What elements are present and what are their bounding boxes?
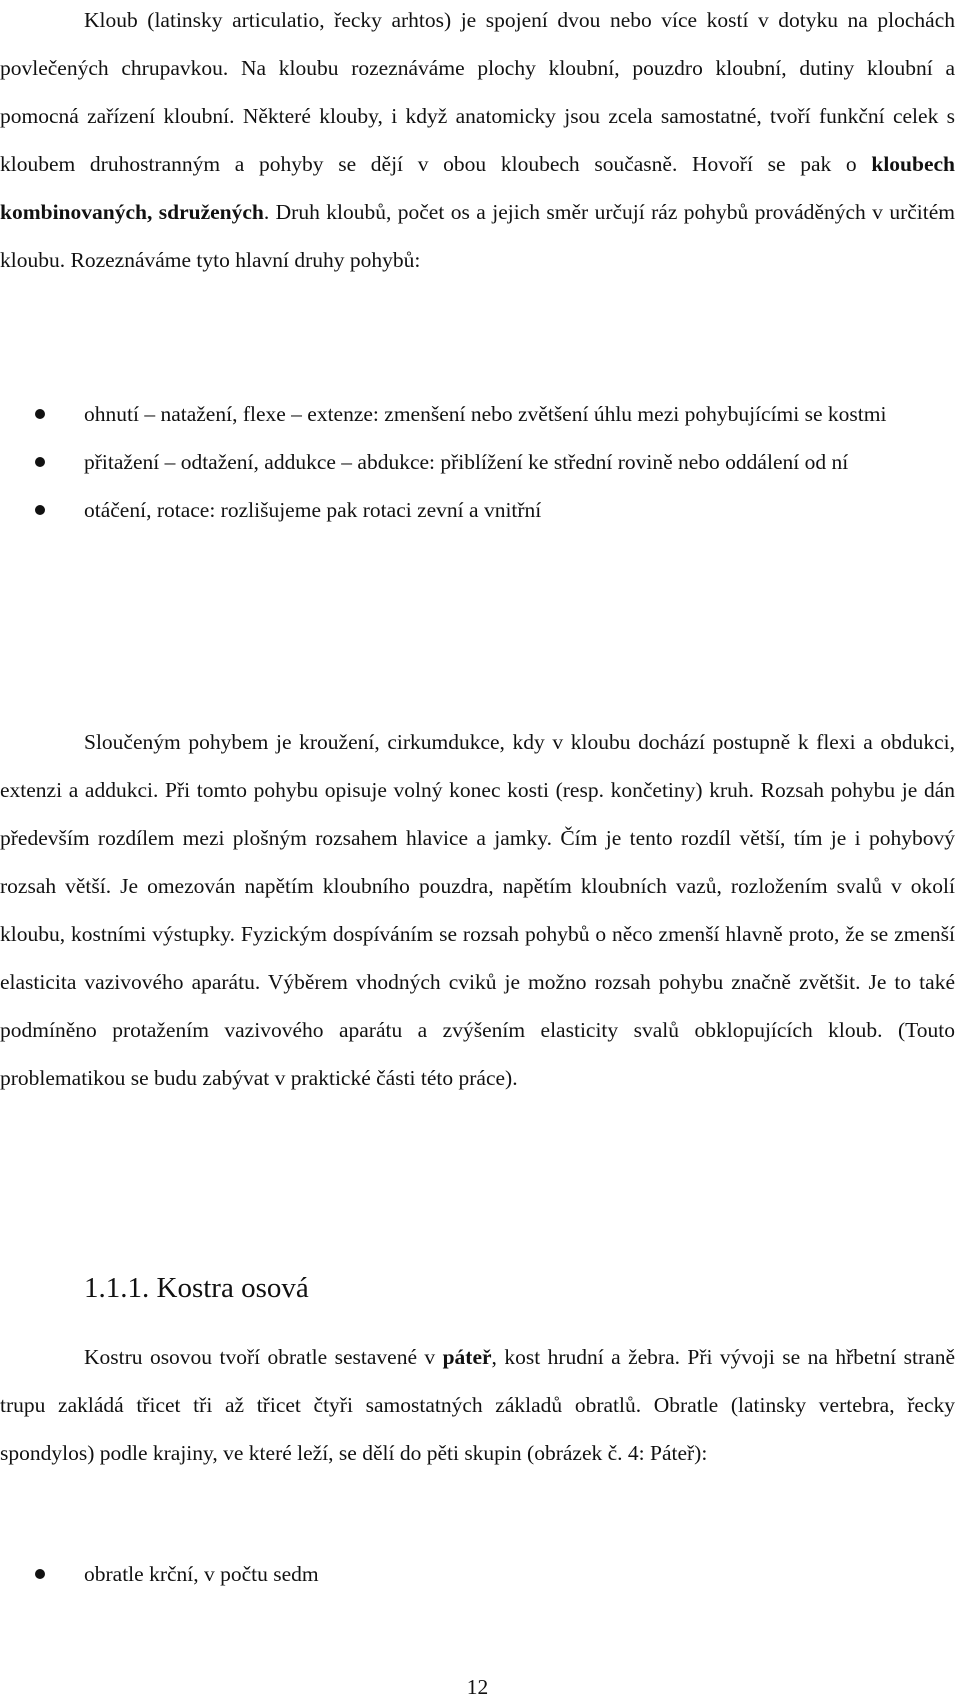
bullet-icon [35,505,45,515]
movement-list [0,390,955,534]
bullet-icon [35,409,45,419]
list-item [0,486,955,534]
paragraph-axial-text: Kostru osovou tvoří obratle sestavené v [84,1345,443,1369]
page-number: 12 [466,1675,489,1699]
list-item-text: přitažení – odtažení, addukce – abdukce: přiblížení ke střední rovině nebo oddálení od ní [84,450,849,474]
paragraph-circumduction: Sloučeným pohybem je kroužení, cirkumdukce, kdy v kloubu dochází postupně k flexi a obdukci, extenzi a addukci. Při tomto pohybu opisuje volný konec kosti (resp. končetiny) kruh. Rozsah pohybu je dán především rozdílem mezi plošným rozsahem hlavice a jamky. Čím je tento rozdíl větší, tím je i pohybový rozsah větší. Je omezován napětím kloubního pouzdra, napětím kloubních vazů, rozložením svalů v okolí kloubu, kostními výstupky. Fyzickým dospíváním se rozsah pohybů o něco zmenší hlavně proto, že se zmenší elasticita vazivového aparátu. Výběrem vhodných cviků je možno rozsah pohybu značně zvětšit. Je to také podmíněno protažením vazivového aparátu a zvýšením elasticity svalů obklopujících kloub. (Touto problematikou se budu zabývat v praktické části této práce). [0,730,955,1090]
list-item [0,438,955,486]
list-item [0,390,955,438]
paragraph-joints-text: Kloub (latinsky articulatio, řecky arhtos) je spojení dvou nebo více kostí v dotyku na plochách povlečených chrupavkou. Na kloubu rozeznáváme plochy kloubní, pouzdro kloubní, dutiny kloubní a pomocná zařízení kloubní. Některé klouby, i když anatomicky jsou zcela samostatné, tvoří funkční celek s kloubem druhostranným a pohyby se dějí v obou kloubech současně. Hovoří se pak o [0,8,955,176]
list-item-text: ohnutí – natažení, flexe – extenze: zmenšení nebo zvětšení úhlu mezi pohybujícími se kostmi [84,402,887,426]
paragraph-axial-text-cont: , kost hrudní a žebra. Při vývoji se na hřbetní straně trupu zakládá třicet tři až třicet čtyři samostatných základů obratlů. Obratle (latinsky vertebra, řecky spondylos) podle krajiny, ve které leží, se dělí do pěti skupin (obrázek č. 4: Páteř): [0,1345,955,1465]
section-heading: 1.1.1. Kostra osová [84,1272,309,1304]
bullet-icon [35,457,45,467]
paragraph-axial-skeleton [0,1333,955,1477]
paragraph-joints-bold: kloubech kombinovaných, sdružených [0,152,955,224]
paragraph-joints-text-cont: . Druh kloubů, počet os a jejich směr určují ráz pohybů prováděných v určitém kloubu. Rozeznáváme tyto hlavní druhy pohybů: [0,200,955,272]
list-item [0,1550,955,1598]
vertebrae-list [0,1550,955,1598]
bullet-icon [35,1569,45,1579]
paragraph-joints [0,0,955,284]
paragraph-axial-bold: páteř [442,1345,492,1369]
list-item-text: obratle krční, v počtu sedm [84,1562,319,1586]
list-item-text: otáčení, rotace: rozlišujeme pak rotaci zevní a vnitřní [84,498,542,522]
